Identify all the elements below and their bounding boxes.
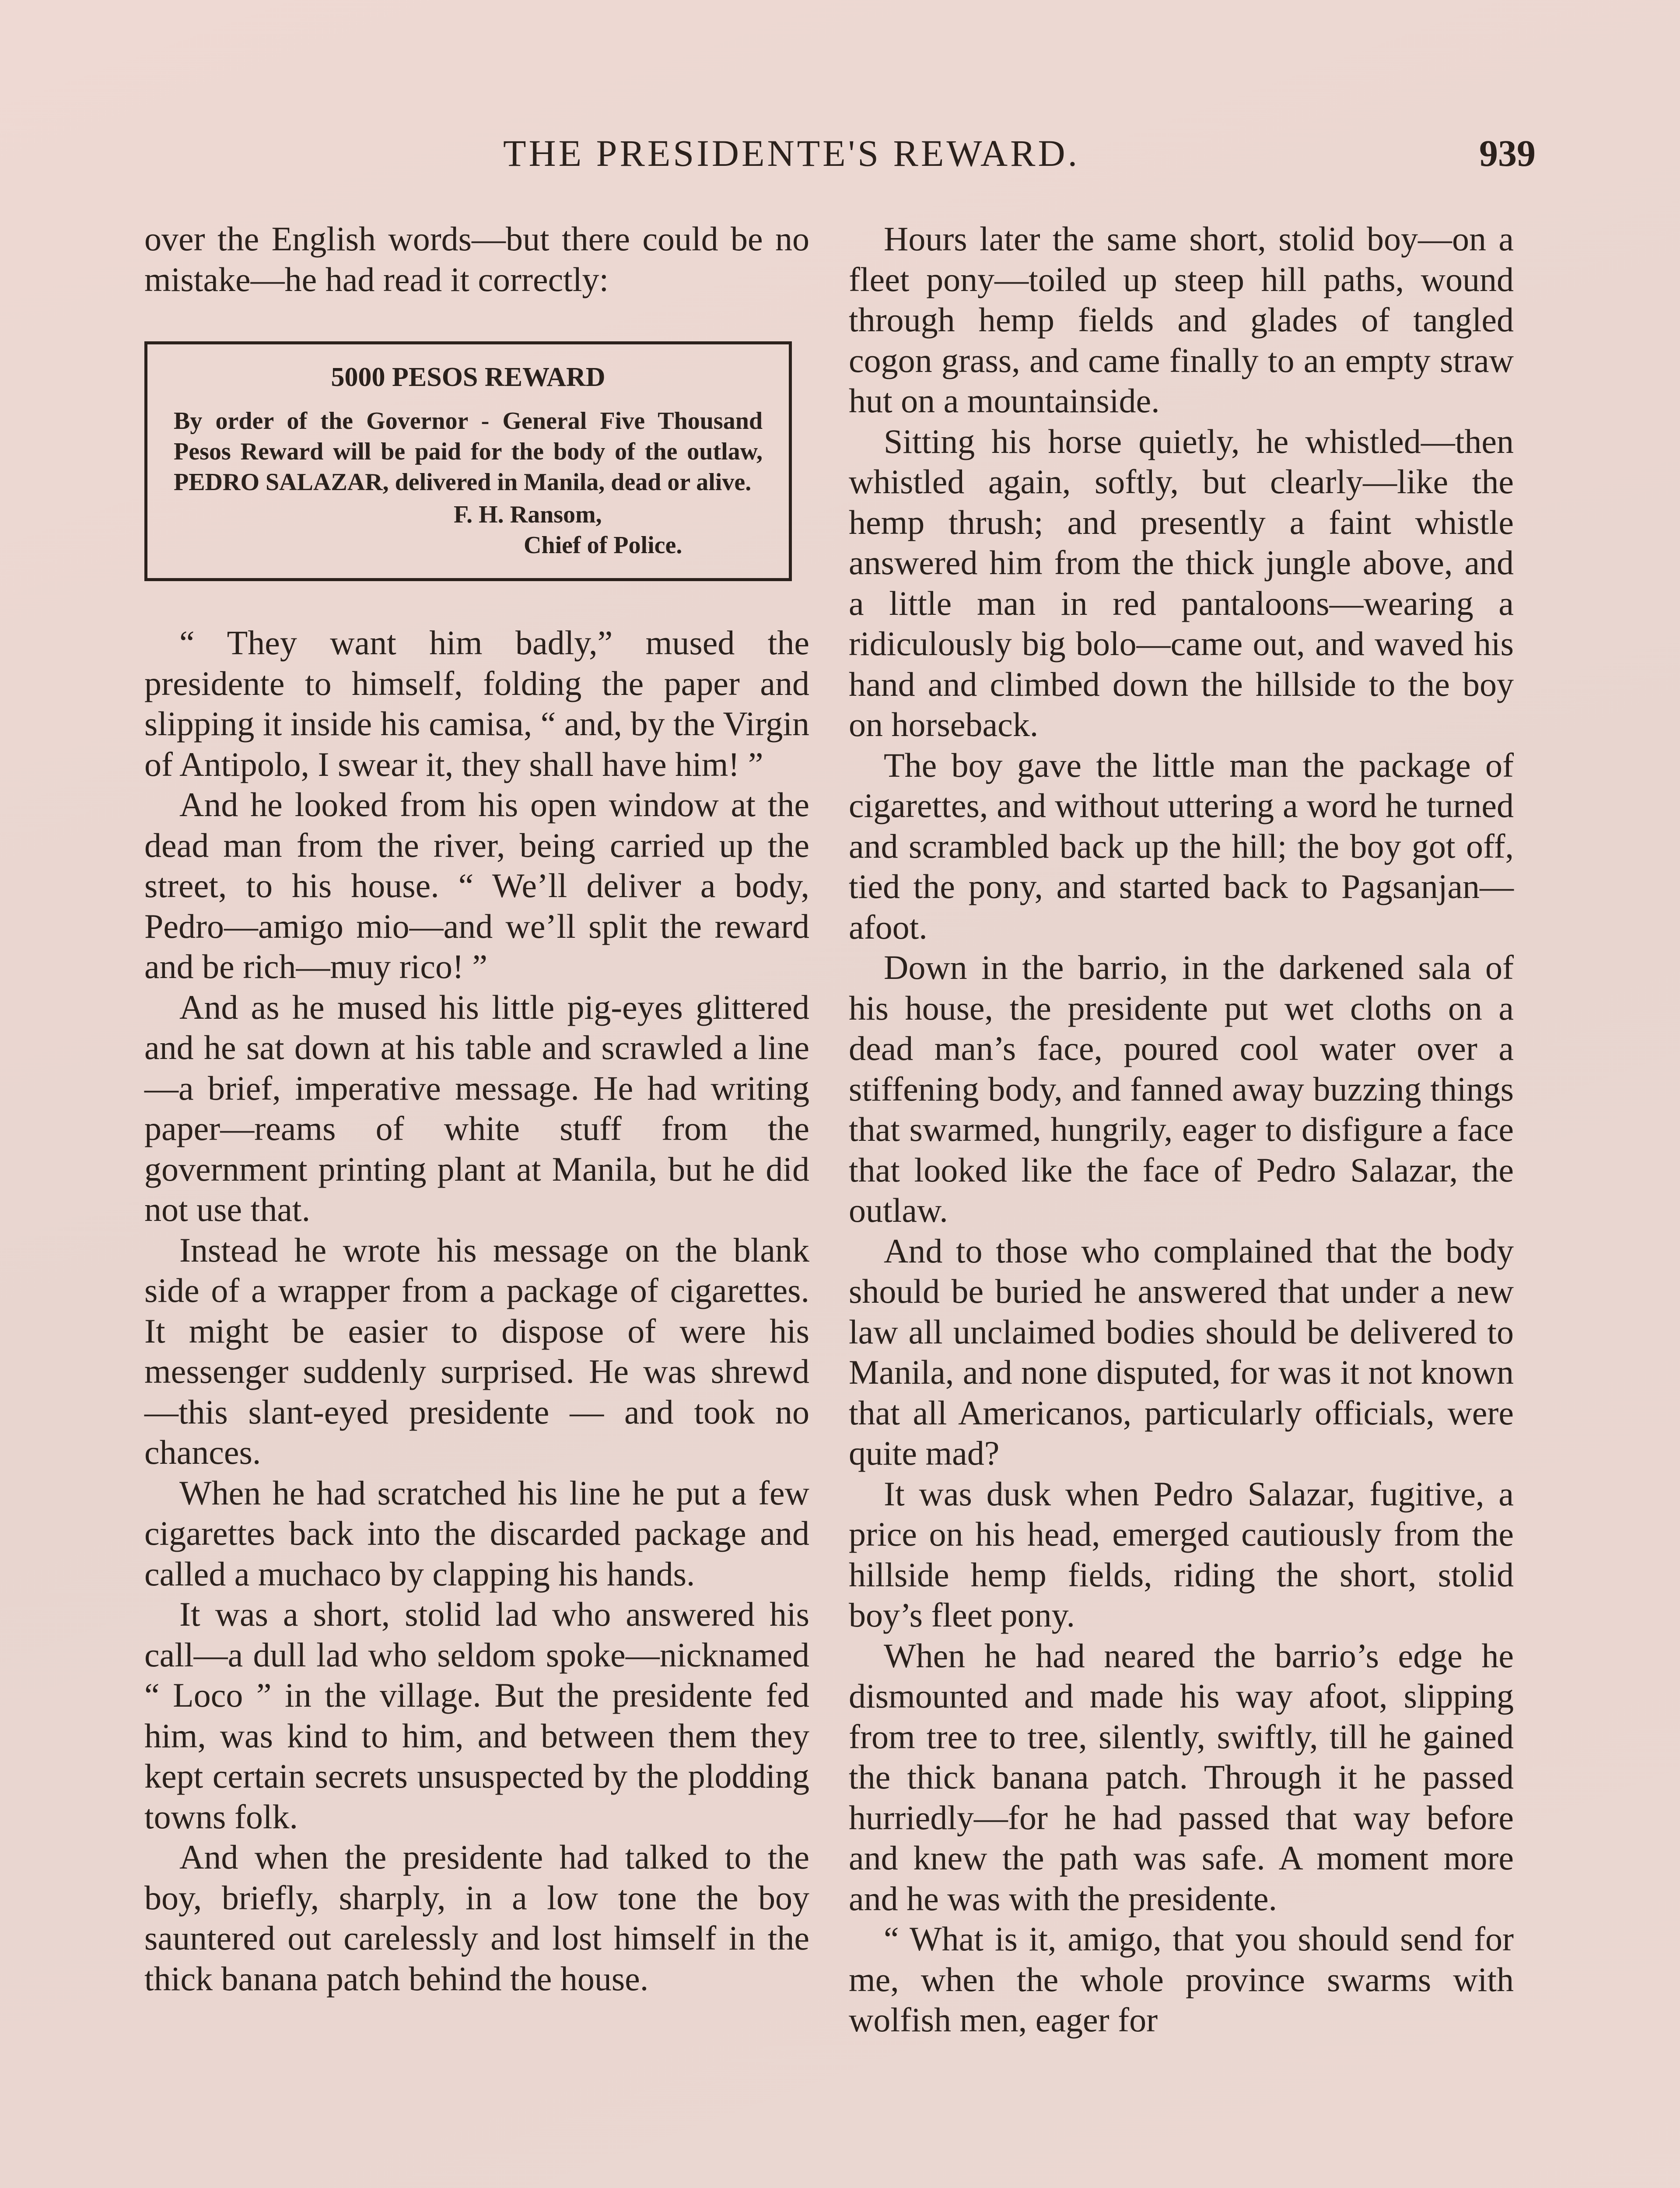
notice-signer: F. H. Ransom, (454, 501, 602, 528)
paragraph: Down in the barrio, in the darkened sala of his house, the presidente put wet cloths on a dead man’s face, poured cool water over a stiffening body, and fanned away buzzing things that swarmed, hungrily, eager to disfigure a face that looked like the face of Pedro Salazar, the outlaw. (849, 948, 1514, 1229)
running-head (0, 131, 1680, 184)
paragraph: And as he mused his little pig-eyes glittered and he sat down at his table and scrawled a line—a brief, imperative message. He had writing paper—reams of white stuff from the government printing plant at Manila, but he did not use that. (144, 988, 809, 1228)
paragraph: Hours later the same short, stolid boy—on a fleet pony—toiled up steep hill paths, wound through hemp fields and glades of tangled cogon grass, and came finally to an empty straw hut on a mountainside. (849, 220, 1514, 420)
notice-heading: 5000 PESOS REWARD (331, 362, 606, 392)
paragraph: When he had neared the barrio’s edge he dismounted and made his way afoot, slipping from tree to tree, silently, swiftly, till he gained the thick banana patch. Through it he passed hurriedly—for he had passed that way before and knew the path was safe. A moment more and he was with the presidente. (849, 1636, 1514, 1918)
paragraph: over the English words—but there could be no mistake—he had read it correctly: (144, 220, 809, 298)
paragraph: “ What is it, amigo, that you should send for me, when the whole province swarms with wolfish men, eager for (849, 1920, 1514, 2039)
paragraph: And when the presidente had talked to the boy, briefly, sharply, in a low tone the boy sauntered out carelessly and lost himself in the thick banana patch behind the house. (144, 1838, 809, 1998)
reward-notice (144, 341, 792, 581)
paragraph: Instead he wrote his message on the blank side of a wrapper from a package of cigarettes. It might be easier to dispose of were his messenger suddenly surprised. He was shrewd—this slant-eyed presidente — and took no chances. (144, 1231, 809, 1471)
page-number: 939 (1479, 132, 1536, 174)
paragraph: And he looked from his open window at the dead man from the river, being carried up the street, to his house. “ We’ll deliver a body, Pedro—amigo mio—and we’ll split the reward and be rich—muy rico! ” (144, 785, 809, 985)
paragraph: “ They want him badly,” mused the presidente to himself, folding the paper and slipping it inside his camisa, “ and, by the Virgin of Antipolo, I swear it, they shall have him! ” (144, 624, 809, 783)
notice-body: By order of the Governor - General Five Thousand Pesos Reward will be paid for the body of the outlaw, PEDRO SALAZAR, delivered in Manila, dead or alive. (174, 407, 763, 496)
paragraph: Sitting his horse quietly, he whistled—then whistled again, softly, but clearly—like the hemp thrush; and presently a faint whistle answered him from the thick jungle above, and a little man in red pantaloons—wearing a ridiculously big bolo—came out, and waved his hand and climbed down the hillside to the boy on horseback. (849, 422, 1514, 743)
paragraph: When he had scratched his line he put a few cigarettes back into the discarded package and called a muchaco by clapping his hands. (144, 1473, 809, 1593)
right-column (849, 219, 1514, 2041)
notice-signer-title: Chief of Police. (524, 532, 682, 559)
paragraph: It was dusk when Pedro Salazar, fugitive, a price on his head, emerged cautiously from the hillside hemp fields, riding the short, stolid boy’s fleet pony. (849, 1474, 1514, 1634)
running-title: THE PRESIDENTE'S REWARD. (503, 132, 1080, 174)
paragraph: The boy gave the little man the package of cigarettes, and without uttering a word he turned and scrambled back up the hill; the boy got off, tied the pony, and started back to Pagsanjan—afoot. (849, 746, 1514, 946)
paragraph: It was a short, stolid lad who answered his call—a dull lad who seldom spoke—nicknamed “ Loco ” in the village. But the presidente fed him, was kind to him, and between them they kept certain secrets unsuspected by the plodding towns folk. (144, 1595, 809, 1836)
left-column (144, 219, 809, 1999)
paragraph: And to those who complained that the body should be buried he answered that under a new law all unclaimed bodies should be delivered to Manila, and none disputed, for was it not known that all Americanos, particularly officials, were quite mad? (849, 1231, 1514, 1472)
